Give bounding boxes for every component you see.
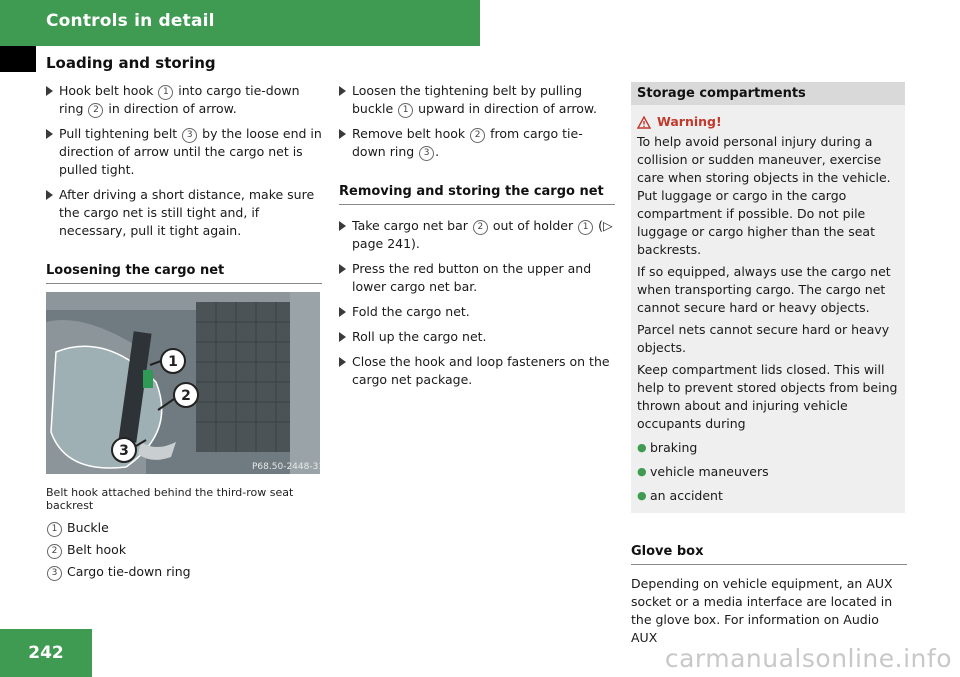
step-item: After driving a short distance, make sure the cargo net is still tight and, if necessary, pull it tight again. <box>46 186 322 240</box>
photo-code: P68.50-2448-31 <box>252 462 320 472</box>
step-item: Press the red button on the upper and lower cargo net bar. <box>339 260 615 296</box>
step-arrow-icon <box>339 264 346 274</box>
bullet-dot-icon: ● <box>637 465 647 478</box>
step-item: Hook belt hook 1 into cargo tie-down ring 2 in direction of arrow. <box>46 82 322 118</box>
step-arrow-icon <box>339 129 346 139</box>
callout-number-icon: 1 <box>158 85 173 100</box>
warning-title: Warning! <box>637 113 899 131</box>
step-arrow-icon <box>339 86 346 96</box>
callout-number-icon: 3 <box>419 146 434 161</box>
section-tab <box>0 46 36 72</box>
callout-number-icon: 3 <box>182 128 197 143</box>
warning-paragraph: Keep compartment lids closed. This will help to prevent stored objects from being thrown about and injuring vehicle occupants during <box>637 362 898 431</box>
page-number: 242 <box>28 643 64 663</box>
callout-number-icon: 3 <box>47 566 62 581</box>
bullet-item: ● an accident <box>637 488 723 503</box>
glove-box-text: Depending on vehicle equipment, an AUX socket or a media interface are located in the glove box. For information on Audio AUX <box>631 576 893 645</box>
warning-paragraph: To help avoid personal injury during a collision or sudden maneuver, exercise care when storing objects in the vehicle. Put luggage or cargo in the cargo compartment if possible. Do not pile luggage or cargo higher than the seat backrests. <box>637 134 891 257</box>
warning-triangle-icon <box>637 116 651 129</box>
step-item: Remove belt hook 2 from cargo tie-down ring 3 . <box>339 125 615 161</box>
step-arrow-icon <box>46 86 53 96</box>
svg-text:3: 3 <box>119 443 129 459</box>
section-heading-removing: Removing and storing the cargo net <box>339 183 615 205</box>
callout-number-icon: 1 <box>398 103 413 118</box>
bullet-dot-icon: ● <box>637 441 647 454</box>
callout-number-icon: 2 <box>470 128 485 143</box>
warning-paragraph: If so equipped, always use the cargo net when transporting cargo. The cargo net cannot secure hard or heavy objects. <box>637 264 891 315</box>
box-title: Storage compartments <box>631 82 905 105</box>
step-item: Fold the cargo net. <box>339 303 615 321</box>
legend-item: 3 Cargo tie-down ring <box>46 563 322 581</box>
step-item: Pull tightening belt 3 by the loose end in direction of arrow until the cargo net is pulled tight. <box>46 125 322 179</box>
bullet-item: ● braking <box>637 440 698 455</box>
warning-paragraph: Parcel nets cannot secure hard or heavy objects. <box>637 322 890 355</box>
step-item: Roll up the cargo net. <box>339 328 615 346</box>
callout-number-icon: 1 <box>578 220 593 235</box>
box-body <box>631 105 905 513</box>
callout-number-icon: 2 <box>88 103 103 118</box>
step-arrow-icon <box>46 129 53 139</box>
column-2 <box>339 82 615 396</box>
section-heading-glove-box: Glove box <box>631 543 907 565</box>
column-3 <box>631 82 907 647</box>
bullet-item: ● vehicle maneuvers <box>637 464 769 479</box>
step-item: Take cargo net bar 2 out of holder 1 (▷ page 241). <box>339 217 615 253</box>
callout-number-icon: 1 <box>47 522 62 537</box>
legend-item: 2 Belt hook <box>46 541 322 559</box>
photo-caption: Belt hook attached behind the third-row seat backrest <box>46 486 294 512</box>
svg-text:1: 1 <box>168 354 178 370</box>
legend-item: 1 Buckle <box>46 519 322 537</box>
step-item: Close the hook and loop fasteners on the cargo net package. <box>339 353 615 389</box>
section-heading-loosening: Loosening the cargo net <box>46 262 322 284</box>
step-arrow-icon <box>46 190 53 200</box>
step-arrow-icon <box>339 357 346 367</box>
callout-number-icon: 2 <box>47 544 62 559</box>
column-1 <box>46 82 322 581</box>
step-arrow-icon <box>339 307 346 317</box>
section-title: Loading and storing <box>46 54 216 72</box>
cargo-net-photo <box>46 292 320 474</box>
step-arrow-icon <box>339 332 346 342</box>
callout-number-icon: 2 <box>473 220 488 235</box>
storage-compartments-box <box>631 82 905 513</box>
svg-text:2: 2 <box>181 388 191 404</box>
step-arrow-icon <box>339 221 346 231</box>
bullet-dot-icon: ● <box>637 489 647 502</box>
step-item: Loosen the tightening belt by pulling buckle 1 upward in direction of arrow. <box>339 82 615 118</box>
watermark: carmanualsonline.info <box>664 644 952 673</box>
chapter-title: Controls in detail <box>46 11 215 31</box>
